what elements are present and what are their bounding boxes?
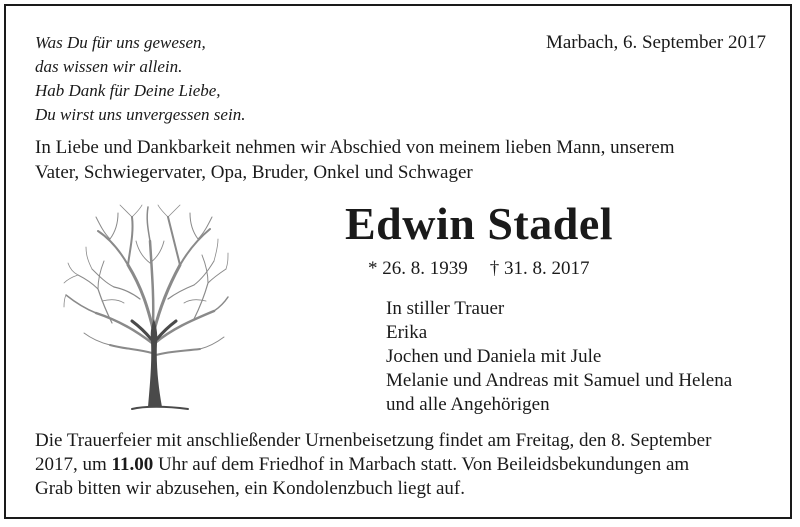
mourners-line-3: Jochen und Daniela mit Jule (386, 346, 602, 367)
closing-line-2-start: 2017, um (35, 454, 112, 475)
closing-line-1: Die Trauerfeier mit anschließender Urnenbeisetzung findet am Freitag, den 8. September (35, 430, 712, 451)
death-date: † 31. 8. 2017 (489, 258, 590, 279)
closing-line-3: Grab bitten wir abzusehen, ein Kondolenzbuch liegt auf. (35, 478, 465, 499)
mourners-line-1: In stiller Trauer (386, 298, 505, 319)
mourners-list (386, 297, 732, 417)
farewell-intro (35, 135, 765, 185)
poem-line-1: Was Du für uns gewesen, (35, 33, 206, 52)
mourners-line-5: und alle Angehörigen (386, 394, 550, 415)
poem-line-4: Du wirst uns unvergessen sein. (35, 105, 246, 124)
deceased-name: Edwin Stadel (345, 198, 614, 249)
place-and-date: Marbach, 6. September 2017 (545, 32, 766, 53)
life-dates (368, 257, 590, 281)
bare-tree-icon (62, 203, 230, 413)
poem-line-2: das wissen wir allein. (35, 57, 183, 76)
closing-line-2-end: Uhr auf dem Friedhof in Marbach statt. Von Beileidsbekundungen am (153, 454, 690, 475)
mourners-line-2: Erika (386, 322, 428, 343)
memorial-poem (35, 31, 245, 127)
intro-line-1: In Liebe und Dankbarkeit nehmen wir Abschied von meinem lieben Mann, unserem (35, 137, 675, 158)
closing-line-2 (35, 453, 775, 477)
birth-date: * 26. 8. 1939 (368, 258, 468, 279)
poem-line-3: Hab Dank für Deine Liebe, (35, 81, 221, 100)
mourners-line-4: Melanie und Andreas mit Samuel und Helena (386, 370, 733, 391)
funeral-announcement (35, 429, 775, 501)
intro-line-2: Vater, Schwiegervater, Opa, Bruder, Onkel und Schwager (35, 162, 473, 183)
ceremony-time: 11.00 (111, 454, 154, 475)
